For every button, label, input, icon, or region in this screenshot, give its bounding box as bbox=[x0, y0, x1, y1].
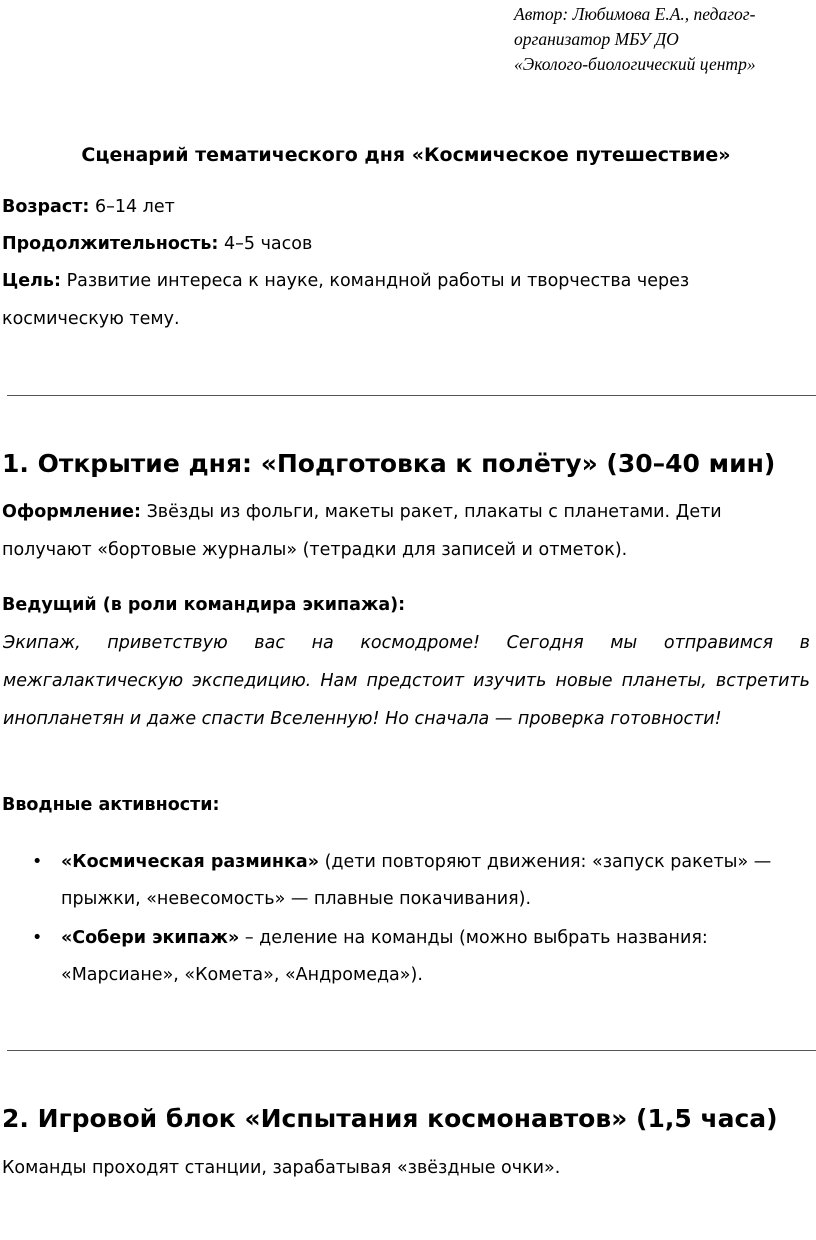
bullet-marker: • bbox=[32, 928, 43, 948]
age-label: Возраст: bbox=[2, 197, 90, 217]
goal-value-continued: космическую тему. bbox=[2, 309, 180, 329]
decor-label: Оформление: bbox=[2, 502, 142, 522]
author-line: Автор: Любимова Е.А., педагог- bbox=[514, 4, 756, 24]
duration-label: Продолжительность: bbox=[2, 234, 219, 254]
age-row bbox=[2, 194, 175, 220]
list-item-text-continued: прыжки, «невесомость» — плавные покачивания). bbox=[61, 889, 532, 909]
decor-value: Звёзды из фольги, макеты ракет, плакаты с планетами. Дети bbox=[141, 502, 722, 522]
list-item-text-continued: «Марсиане», «Комета», «Андромеда»). bbox=[61, 965, 423, 985]
list-item-text: – деление на команды (можно выбрать названия: bbox=[239, 928, 708, 948]
host-label: Ведущий (в роли командира экипажа): bbox=[2, 595, 406, 615]
intro-activities-label: Вводные активности: bbox=[2, 795, 220, 815]
list-item bbox=[61, 925, 708, 951]
section1-heading: 1. Открытие дня: «Подготовка к полёту» (30–40 мин) bbox=[2, 449, 776, 478]
duration-value: 4–5 часов bbox=[218, 234, 313, 254]
host-speech: Экипаж, приветствую вас на космодроме! Сегодня мы отправимся в межгалактическую экспедицию. Нам предстоит изучить новые планеты, встретить инопланетян и даже спасти Вселенную! Но сначала — проверка готовности! bbox=[3, 633, 810, 729]
goal-label: Цель: bbox=[2, 271, 61, 291]
author-line: «Эколого-биологический центр» bbox=[514, 54, 756, 74]
list-item-title: «Космическая разминка» bbox=[61, 852, 319, 872]
section2-heading: 2. Игровой блок «Испытания космонавтов» (1,5 часа) bbox=[2, 1104, 778, 1133]
divider bbox=[7, 395, 816, 396]
document-title: Сценарий тематического дня «Космическое путешествие» bbox=[81, 144, 731, 166]
bullet-marker: • bbox=[32, 852, 43, 872]
list-item bbox=[61, 849, 771, 875]
author-line: организатор МБУ ДО bbox=[514, 29, 679, 49]
list-item-text: (дети повторяют движения: «запуск ракеты» — bbox=[319, 852, 772, 872]
duration-row bbox=[2, 231, 312, 257]
author-block bbox=[514, 2, 814, 77]
decor-row bbox=[2, 499, 722, 525]
goal-row bbox=[2, 268, 689, 294]
decor-value-continued: получают «бортовые журналы» (тетрадки для записей и отметок). bbox=[2, 540, 628, 560]
age-value: 6–14 лет bbox=[89, 197, 175, 217]
list-item-title: «Собери экипаж» bbox=[61, 928, 240, 948]
divider bbox=[7, 1050, 816, 1051]
goal-value: Развитие интереса к науке, командной работы и творчества через bbox=[61, 271, 690, 291]
section2-intro: Команды проходят станции, зарабатывая «звёздные очки». bbox=[2, 1158, 561, 1178]
